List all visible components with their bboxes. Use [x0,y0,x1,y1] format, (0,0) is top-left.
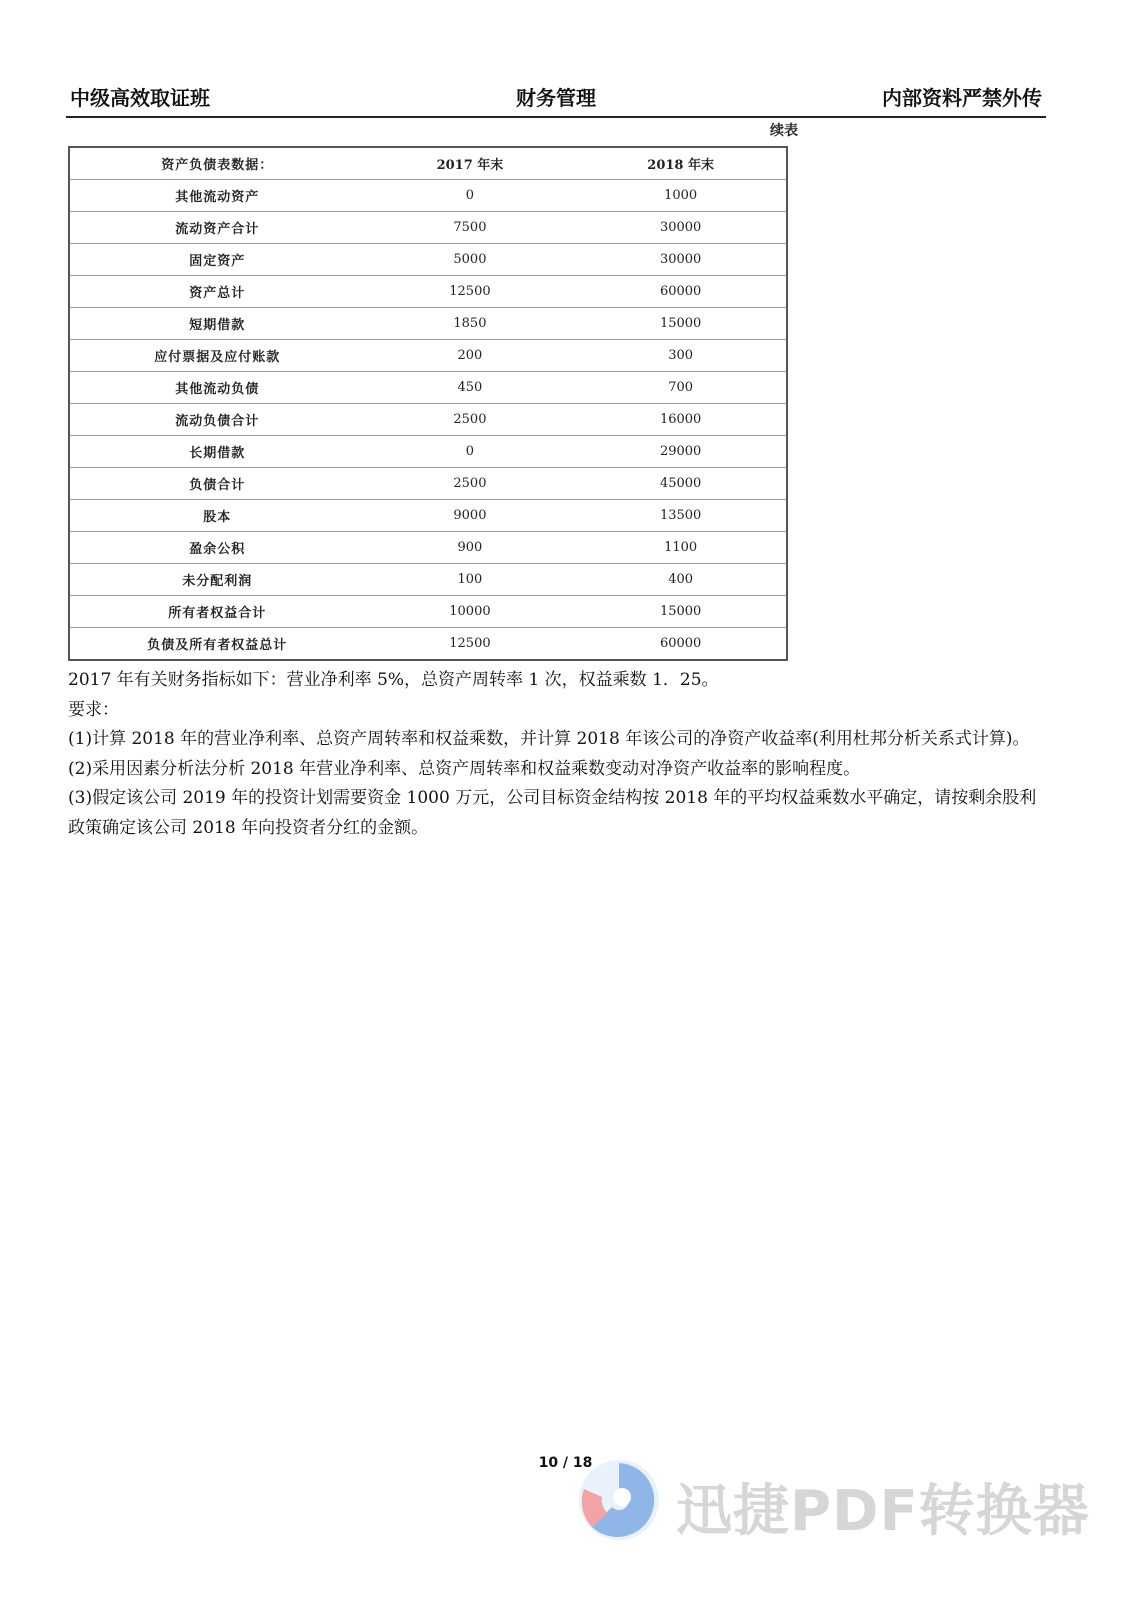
header-right-title: 内部资料严禁外传 [882,86,1042,110]
table-row [69,276,787,308]
row-value-2017: 2500 [365,468,576,500]
row-value-2018: 30000 [575,244,787,276]
row-value-2017: 900 [365,532,576,564]
row-value-2017: 100 [365,564,576,596]
row-value-2017: 7500 [365,212,576,244]
indicator-paragraph: 2017 年有关财务指标如下：营业净利率 5%，总资产周转率 1 次，权益乘数 1．25。 [68,670,719,690]
table-row [69,468,787,500]
table-row [69,212,787,244]
header-center-title: 财务管理 [516,86,596,110]
table-row [69,372,787,404]
column-header-item: 资产负债表数据： [69,147,365,180]
table-row [69,628,787,661]
row-value-2017: 10000 [365,596,576,628]
table-row [69,596,787,628]
row-item: 应付票据及应付账款 [69,340,365,372]
row-value-2018: 400 [575,564,787,596]
row-value-2018: 30000 [575,212,787,244]
row-value-2018: 60000 [575,276,787,308]
question-2: (2)采用因素分析法分析 2018 年营业净利率、总资产周转率和权益乘数变动对净资产收益率的影响程度。 [68,758,861,779]
row-item: 长期借款 [69,436,365,468]
row-value-2018: 29000 [575,436,787,468]
table-header-row [69,147,787,180]
row-value-2018: 15000 [575,308,787,340]
row-value-2018: 13500 [575,500,787,532]
table-row [69,308,787,340]
row-value-2017: 0 [365,436,576,468]
row-value-2017: 450 [365,372,576,404]
question-1: (1)计算 2018 年的营业净利率、总资产周转率和权益乘数，并计算 2018 年该公司的净资产收益率(利用杜邦分析关系式计算)。 [68,729,1030,749]
row-value-2017: 12500 [365,276,576,308]
row-item: 资产总计 [69,276,365,308]
row-item: 其他流动负债 [69,372,365,404]
header-left-title: 中级高效取证班 [70,86,210,110]
row-item: 负债及所有者权益总计 [69,628,365,661]
page-header [66,80,1046,118]
column-header-2018: 2018 年末 [575,147,787,180]
row-value-2018: 700 [575,372,787,404]
row-item: 流动资产合计 [69,212,365,244]
row-value-2018: 15000 [575,596,787,628]
row-item: 未分配利润 [69,564,365,596]
row-value-2018: 60000 [575,628,787,661]
row-value-2018: 300 [575,340,787,372]
xunjie-logo-icon [572,1455,662,1545]
column-header-2017: 2017 年末 [365,147,576,180]
row-value-2018: 1100 [575,532,787,564]
row-value-2017: 1850 [365,308,576,340]
balance-sheet-table [68,146,788,661]
table-row [69,404,787,436]
row-item: 流动负债合计 [69,404,365,436]
row-item: 负债合计 [69,468,365,500]
row-item: 固定资产 [69,244,365,276]
row-value-2017: 9000 [365,500,576,532]
requirements-heading: 要求： [68,699,119,720]
row-value-2018: 16000 [575,404,787,436]
row-value-2017: 200 [365,340,576,372]
page-number: 10 / 18 [538,1455,593,1471]
row-value-2018: 1000 [575,180,787,212]
table-row [69,436,787,468]
row-item: 股本 [69,500,365,532]
row-value-2017: 5000 [365,244,576,276]
watermark-text: 迅捷PDF转换器 [676,1479,1090,1544]
table-row [69,340,787,372]
row-value-2017: 0 [365,180,576,212]
continued-table-label: 续表 [770,123,798,139]
question-text [68,666,1046,843]
row-value-2017: 2500 [365,404,576,436]
row-value-2018: 45000 [575,468,787,500]
table-row [69,564,787,596]
row-item: 其他流动资产 [69,180,365,212]
table-row [69,532,787,564]
watermark [572,1455,1092,1545]
row-item: 所有者权益合计 [69,596,365,628]
table-row [69,180,787,212]
question-3: (3)假定该公司 2019 年的投资计划需要资金 1000 万元，公司目标资金结构按 2018 年的平均权益乘数水平确定，请按剩余股利政策确定该公司 2018 年向投资者分红的金额。 [68,788,1037,838]
table-row [69,500,787,532]
row-item: 短期借款 [69,308,365,340]
row-item: 盈余公积 [69,532,365,564]
table-row [69,244,787,276]
row-value-2017: 12500 [365,628,576,661]
